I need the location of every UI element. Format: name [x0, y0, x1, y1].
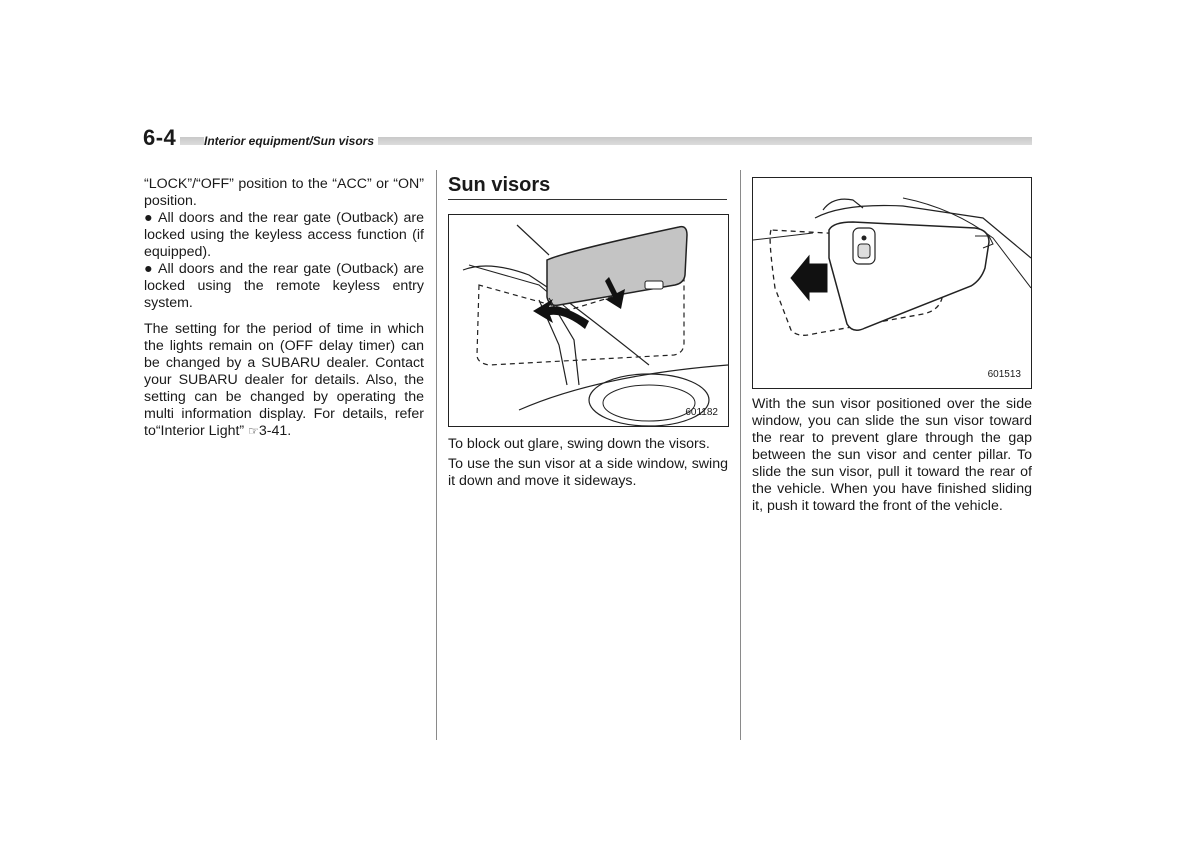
bullet-icon: ●: [144, 210, 153, 226]
middle-column: [448, 436, 728, 490]
figure-code: 601513: [987, 369, 1021, 380]
page-number: 6-4: [143, 125, 177, 150]
figure-visor-swing: [448, 214, 729, 427]
heading-sun-visors: Sun visors: [448, 174, 727, 200]
section-title: Interior equipment/Sun visors: [204, 134, 378, 148]
paragraph: To use the sun visor at a side window, swing it down and move it sideways.: [448, 456, 728, 489]
list-item: ● All doors and the rear gate (Outback) are locked using the remote keyless entry system.: [144, 261, 424, 311]
paragraph: The setting for the period of time in which the lights remain on (OFF delay timer) can be changed by a SUBARU dealer. Contact your SUBARU dealer for details. Also, the setting can be changed by operating the multi information display. For details, refer to“Interior Light” ☞3-41.: [144, 321, 424, 439]
paragraph: To block out glare, swing down the visors.: [448, 436, 710, 452]
figure-code: 601182: [685, 407, 718, 418]
pointing-hand-icon: ☞: [248, 424, 259, 438]
list-item: ● All doors and the rear gate (Outback) are locked using the keyless access function (if equipped).: [144, 210, 424, 260]
continued-text: “LOCK”/“OFF” position to the “ACC” or “ON” position.: [144, 176, 424, 209]
visor-slide-illustration: [753, 178, 1031, 388]
page-reference-link[interactable]: 3-41.: [258, 423, 292, 439]
column-divider: [436, 170, 437, 740]
paragraph: With the sun visor positioned over the side window, you can slide the sun visor toward the rear to prevent glare through the gap between the sun visor and center pillar. To slide the sun visor, pull it toward the rear of the vehicle. When you have finished sliding it, push it toward the front of the vehicle.: [752, 396, 1032, 514]
right-column: [752, 396, 1032, 515]
figure-visor-slide: [752, 177, 1032, 389]
visor-swing-illustration: [449, 215, 728, 426]
bullet-icon: ●: [144, 261, 153, 277]
column-divider: [740, 170, 741, 740]
left-column: [144, 176, 424, 440]
